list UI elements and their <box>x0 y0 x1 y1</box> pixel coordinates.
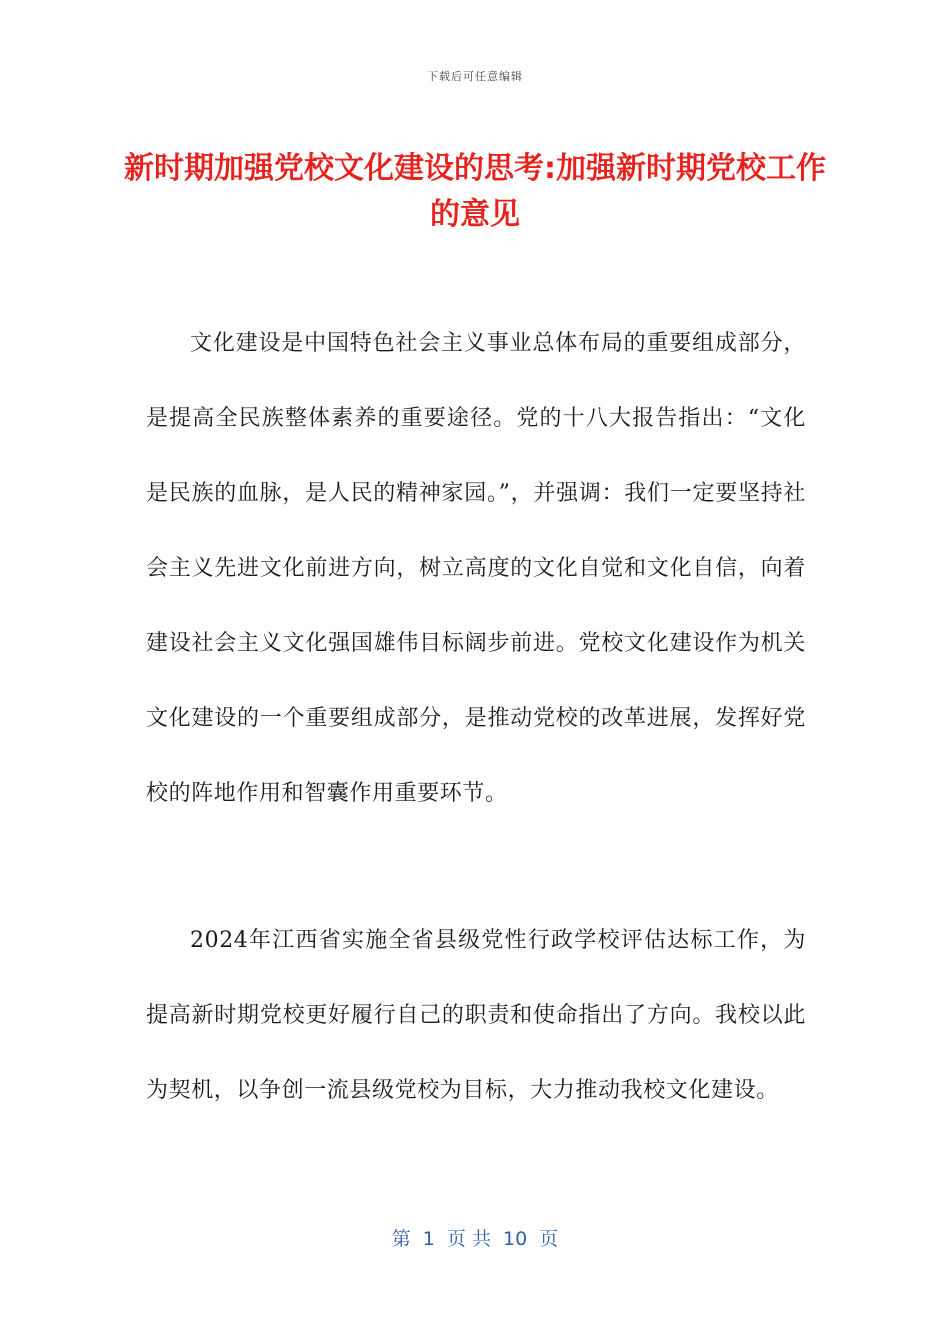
header-note: 下载后可任意编辑 <box>427 70 523 83</box>
document-title: 新时期加强党校文化建设的思考:加强新时期党校工作的意见 <box>124 151 826 232</box>
page-number-footer: 第 1 页 共 10 页 <box>391 1228 559 1250</box>
body-paragraph-2: 2024年江西省实施全省县级党性行政学校评估达标工作，为提高新时期党校更好履行自己的职责和使命指出了方向。我校以此为契机，以争创一流县级党校为目标，大力推动我校文化建设。 <box>146 928 806 1103</box>
body-paragraph-1: 文化建设是中国特色社会主义事业总体布局的重要组成部分，是提高全民族整体素养的重要途径。党的十八大报告指出：“文化是民族的血脉，是人民的精神家园。”，并强调：我们一定要坚持社会主义先进文化前进方向，树立高度的文化自觉和文化自信，向着建设社会主义文化强国雄伟目标阔步前进。党校文化建设作为机关文化建设的一个重要组成部分，是推动党校的改革进展，发挥好党校的阵地作用和智囊作用重要环节。 <box>146 331 806 806</box>
